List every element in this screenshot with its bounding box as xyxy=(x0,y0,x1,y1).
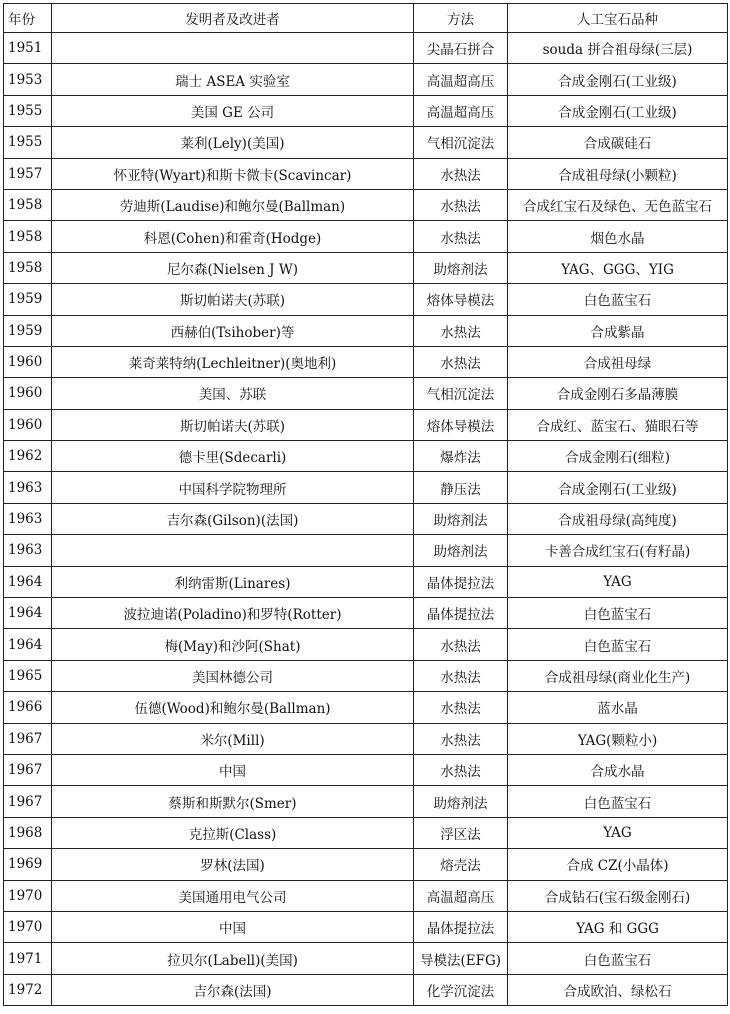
cell-year: 1969 xyxy=(4,849,52,880)
cell-gem: 合成水晶 xyxy=(508,754,728,785)
table-row xyxy=(4,817,728,848)
cell-year: 1967 xyxy=(4,754,52,785)
cell-method: 助熔剂法 xyxy=(414,503,508,534)
cell-year: 1968 xyxy=(4,817,52,848)
cell-year: 1958 xyxy=(4,252,52,283)
cell-year: 1971 xyxy=(4,943,52,974)
cell-inventor: 吉尔森(法国) xyxy=(52,974,414,1005)
cell-inventor: 瑞士 ASEA 实验室 xyxy=(52,64,414,95)
cell-year: 1967 xyxy=(4,723,52,754)
cell-gem: 蓝水晶 xyxy=(508,692,728,723)
cell-inventor: 利纳雷斯(Linares) xyxy=(52,566,414,597)
cell-year: 1962 xyxy=(4,441,52,472)
cell-method: 高温超高压 xyxy=(414,880,508,911)
cell-method: 水热法 xyxy=(414,315,508,346)
cell-year: 1966 xyxy=(4,692,52,723)
cell-inventor: 美国林德公司 xyxy=(52,660,414,691)
cell-inventor: 蔡斯和斯默尔(Smer) xyxy=(52,786,414,817)
cell-gem: 卡善合成红宝石(有籽晶) xyxy=(508,535,728,566)
cell-gem: 合成金刚石(工业级) xyxy=(508,472,728,503)
cell-year: 1951 xyxy=(4,33,52,64)
cell-year: 1959 xyxy=(4,315,52,346)
cell-year: 1953 xyxy=(4,64,52,95)
cell-method: 静压法 xyxy=(414,472,508,503)
cell-inventor: 中国 xyxy=(52,754,414,785)
cell-inventor: 怀亚特(Wyart)和斯卡微卡(Scavincar) xyxy=(52,158,414,189)
table-row xyxy=(4,252,728,283)
cell-gem: 合成金刚石(工业级) xyxy=(508,95,728,126)
cell-method: 水热法 xyxy=(414,629,508,660)
cell-gem: 白色蓝宝石 xyxy=(508,598,728,629)
table-row xyxy=(4,315,728,346)
cell-inventor: 美国通用电气公司 xyxy=(52,880,414,911)
table-header-row xyxy=(4,4,728,33)
table-row xyxy=(4,346,728,377)
table-row xyxy=(4,566,728,597)
cell-year: 1964 xyxy=(4,566,52,597)
cell-gem: 合成祖母绿 xyxy=(508,346,728,377)
cell-gem: 合成金刚石(细粒) xyxy=(508,441,728,472)
cell-inventor: 美国、苏联 xyxy=(52,378,414,409)
cell-gem: 白色蓝宝石 xyxy=(508,786,728,817)
cell-method: 助熔剂法 xyxy=(414,786,508,817)
cell-gem: 合成祖母绿(高纯度) xyxy=(508,503,728,534)
cell-inventor: 莱奇莱特纳(Lechleitner)(奥地利) xyxy=(52,346,414,377)
table-row xyxy=(4,786,728,817)
cell-inventor: 中国科学院物理所 xyxy=(52,472,414,503)
cell-gem: YAG xyxy=(508,817,728,848)
cell-year: 1960 xyxy=(4,409,52,440)
cell-method: 水热法 xyxy=(414,158,508,189)
synthetic-gem-history-table xyxy=(3,3,728,1006)
cell-inventor: 劳迪斯(Laudise)和鲍尔曼(Ballman) xyxy=(52,189,414,220)
cell-method: 气相沉淀法 xyxy=(414,378,508,409)
cell-method: 水热法 xyxy=(414,723,508,754)
cell-gem: YAG(颗粒小) xyxy=(508,723,728,754)
header-inventor: 发明者及改进者 xyxy=(52,4,414,33)
table-row xyxy=(4,284,728,315)
cell-gem: 白色蓝宝石 xyxy=(508,629,728,660)
table-body xyxy=(4,33,728,1006)
table-row xyxy=(4,754,728,785)
table-row xyxy=(4,660,728,691)
header-method: 方法 xyxy=(414,4,508,33)
cell-method: 高温超高压 xyxy=(414,95,508,126)
cell-year: 1972 xyxy=(4,974,52,1005)
cell-inventor: 克拉斯(Class) xyxy=(52,817,414,848)
cell-gem: YAG xyxy=(508,566,728,597)
table-row xyxy=(4,64,728,95)
table-row xyxy=(4,221,728,252)
cell-inventor: 伍德(Wood)和鲍尔曼(Ballman) xyxy=(52,692,414,723)
cell-year: 1963 xyxy=(4,472,52,503)
cell-year: 1963 xyxy=(4,503,52,534)
header-gem: 人工宝石品种 xyxy=(508,4,728,33)
cell-method: 助熔剂法 xyxy=(414,252,508,283)
cell-gem: 合成红宝石及绿色、无色蓝宝石 xyxy=(508,189,728,220)
table-row xyxy=(4,127,728,158)
header-year: 年份 xyxy=(4,4,52,33)
cell-gem: 合成红、蓝宝石、猫眼石等 xyxy=(508,409,728,440)
cell-method: 水热法 xyxy=(414,692,508,723)
cell-method: 尖晶石拼合 xyxy=(414,33,508,64)
cell-inventor: 梅(May)和沙阿(Shat) xyxy=(52,629,414,660)
cell-inventor: 西赫伯(Tsihober)等 xyxy=(52,315,414,346)
cell-year: 1964 xyxy=(4,629,52,660)
table-row xyxy=(4,33,728,64)
cell-inventor: 中国 xyxy=(52,911,414,942)
cell-method: 化学沉淀法 xyxy=(414,974,508,1005)
cell-year: 1960 xyxy=(4,378,52,409)
table-row xyxy=(4,723,728,754)
cell-year: 1960 xyxy=(4,346,52,377)
cell-method: 气相沉淀法 xyxy=(414,127,508,158)
table-row xyxy=(4,95,728,126)
cell-inventor xyxy=(52,535,414,566)
cell-inventor: 米尔(Mill) xyxy=(52,723,414,754)
cell-method: 晶体提拉法 xyxy=(414,566,508,597)
table-row xyxy=(4,629,728,660)
cell-year: 1963 xyxy=(4,535,52,566)
cell-gem: 合成 CZ(小晶体) xyxy=(508,849,728,880)
table-row xyxy=(4,974,728,1005)
cell-method: 熔体导模法 xyxy=(414,409,508,440)
cell-inventor: 罗林(法国) xyxy=(52,849,414,880)
cell-inventor: 斯切帕诺夫(苏联) xyxy=(52,284,414,315)
cell-inventor: 吉尔森(Gilson)(法国) xyxy=(52,503,414,534)
cell-year: 1965 xyxy=(4,660,52,691)
cell-method: 熔体导模法 xyxy=(414,284,508,315)
table-row xyxy=(4,535,728,566)
cell-year: 1970 xyxy=(4,911,52,942)
cell-method: 浮区法 xyxy=(414,817,508,848)
table-row xyxy=(4,441,728,472)
cell-method: 水热法 xyxy=(414,660,508,691)
table-row xyxy=(4,911,728,942)
cell-method: 水热法 xyxy=(414,221,508,252)
cell-gem: 烟色水晶 xyxy=(508,221,728,252)
cell-inventor: 莱利(Lely)(美国) xyxy=(52,127,414,158)
cell-method: 熔壳法 xyxy=(414,849,508,880)
cell-gem: 合成钻石(宝石级金刚石) xyxy=(508,880,728,911)
cell-inventor: 拉贝尔(Labell)(美国) xyxy=(52,943,414,974)
cell-method: 水热法 xyxy=(414,189,508,220)
cell-year: 1958 xyxy=(4,221,52,252)
cell-method: 助熔剂法 xyxy=(414,535,508,566)
cell-gem: 合成金刚石(工业级) xyxy=(508,64,728,95)
cell-year: 1959 xyxy=(4,284,52,315)
cell-method: 爆炸法 xyxy=(414,441,508,472)
cell-year: 1970 xyxy=(4,880,52,911)
cell-gem: YAG、GGG、YIG xyxy=(508,252,728,283)
cell-gem: 合成碳硅石 xyxy=(508,127,728,158)
cell-method: 导模法(EFG) xyxy=(414,943,508,974)
cell-gem: 合成金刚石多晶薄膜 xyxy=(508,378,728,409)
cell-year: 1955 xyxy=(4,127,52,158)
cell-gem: 合成紫晶 xyxy=(508,315,728,346)
cell-method: 晶体提拉法 xyxy=(414,911,508,942)
cell-method: 水热法 xyxy=(414,346,508,377)
cell-inventor: 科恩(Cohen)和霍奇(Hodge) xyxy=(52,221,414,252)
table-row xyxy=(4,472,728,503)
table-row xyxy=(4,849,728,880)
cell-inventor: 美国 GE 公司 xyxy=(52,95,414,126)
cell-year: 1955 xyxy=(4,95,52,126)
cell-year: 1967 xyxy=(4,786,52,817)
cell-inventor: 斯切帕诺夫(苏联) xyxy=(52,409,414,440)
cell-inventor xyxy=(52,33,414,64)
table-row xyxy=(4,409,728,440)
table-row xyxy=(4,880,728,911)
cell-year: 1964 xyxy=(4,598,52,629)
cell-gem: 合成欧泊、绿松石 xyxy=(508,974,728,1005)
table-row xyxy=(4,943,728,974)
table-row xyxy=(4,503,728,534)
cell-year: 1958 xyxy=(4,189,52,220)
cell-inventor: 波拉迪诺(Poladino)和罗特(Rotter) xyxy=(52,598,414,629)
table-row xyxy=(4,378,728,409)
cell-gem: 白色蓝宝石 xyxy=(508,284,728,315)
cell-year: 1957 xyxy=(4,158,52,189)
table-row xyxy=(4,189,728,220)
cell-inventor: 德卡里(Sdecarli) xyxy=(52,441,414,472)
cell-gem: souda 拼合祖母绿(三层) xyxy=(508,33,728,64)
cell-method: 高温超高压 xyxy=(414,64,508,95)
table-row xyxy=(4,598,728,629)
cell-method: 水热法 xyxy=(414,754,508,785)
table-row xyxy=(4,692,728,723)
table-row xyxy=(4,158,728,189)
cell-gem: 合成祖母绿(小颗粒) xyxy=(508,158,728,189)
cell-gem: 合成祖母绿(商业化生产) xyxy=(508,660,728,691)
cell-gem: 白色蓝宝石 xyxy=(508,943,728,974)
cell-gem: YAG 和 GGG xyxy=(508,911,728,942)
cell-method: 晶体提拉法 xyxy=(414,598,508,629)
cell-inventor: 尼尔森(Nielsen J W) xyxy=(52,252,414,283)
